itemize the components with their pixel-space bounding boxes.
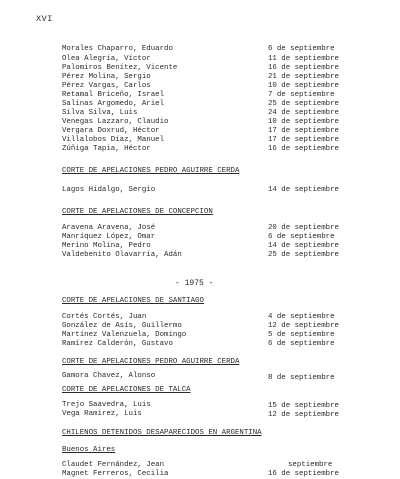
list-item-name: Olea Alegría, Víctor (62, 55, 151, 63)
list-item-name: Retamal Briceño, Israel (62, 91, 165, 99)
list-item-date: 7 de septiembre (268, 91, 335, 99)
list-item-name: Palomiros Benítez, Vicente (62, 64, 178, 72)
list-item-date: 10 de septiembre (268, 118, 339, 126)
list-item-date: 14 de septiembre (268, 242, 339, 250)
list-item-name: Villalobos Díaz, Manuel (62, 136, 165, 144)
section-heading: CORTE DE APELACIONES PEDRO AGUIRRE CERDA (62, 358, 240, 366)
list-item-date: 20 de septiembre (268, 224, 339, 232)
list-item-date: 24 de septiembre (268, 109, 339, 117)
list-item-name: Claudet Fernández, Jean (62, 461, 165, 469)
list-item-date: 12 de septiembre (268, 322, 339, 330)
list-item-name: Venegas Lazzaro, Claudio (62, 118, 169, 126)
list-item-name: González de Asís, Guillermo (62, 322, 182, 330)
list-item-name: Trejo Saavedra, Luis (62, 401, 151, 409)
list-item-date: 5 de septiembre (268, 331, 335, 339)
list-item-date: 6 de septiembre (268, 45, 335, 53)
list-item-date: 12 de septiembre (268, 411, 339, 419)
list-item-date: 10 de septiembre (268, 82, 339, 90)
list-item-date: 8 de septiembre (268, 374, 335, 382)
list-item-date: septiembre (288, 461, 333, 469)
list-item-date: 6 de septiembre (268, 233, 335, 241)
section-heading: CORTE DE APELACIONES PEDRO AGUIRRE CERDA (62, 167, 240, 175)
list-item-name: Pérez Vargas, Carlos (62, 82, 151, 90)
list-item-name: Vega Ramírez, Luis (62, 410, 142, 418)
list-item-date: 14 de septiembre (268, 186, 339, 194)
list-item-name: Merino Molina, Pedro (62, 242, 151, 250)
list-item-name: Zúñiga Tapia, Héctor (62, 145, 151, 153)
list-item-name: Lagos Hidalgo, Sergio (62, 186, 156, 194)
list-item-date: 25 de septiembre (268, 100, 339, 108)
list-item-date: 6 de septiembre (268, 340, 335, 348)
list-item-name: Morales Chaparro, Eduardo (62, 45, 173, 53)
list-item-date: 16 de septiembre (268, 470, 339, 478)
section-heading: CORTE DE APELACIONES DE CONCEPCION (62, 208, 213, 216)
page-number: XVI (36, 14, 53, 24)
list-item-date: 21 de septiembre (268, 73, 339, 81)
list-item-name: Aravena Aravena, José (62, 224, 156, 232)
list-item-name: Martínez Valenzuela, Domingo (62, 331, 187, 339)
list-item-date: 16 de septiembre (268, 145, 339, 153)
list-item-name: Salinas Argomedo, Ariel (62, 100, 165, 108)
list-item-name: Magnet Ferreros, Cecilia (62, 470, 169, 478)
list-item-name: Silva Silva, Luis (62, 109, 138, 117)
list-item-date: 15 de septiembre (268, 402, 339, 410)
list-item-name: Pérez Molina, Sergio (62, 73, 151, 81)
list-item-date: 17 de septiembre (268, 136, 339, 144)
section-heading: CHILENOS DETENIDOS DESAPARECIDOS EN ARGENTINA (62, 429, 262, 437)
section-heading: Buenos Aires (62, 446, 116, 454)
section-heading: CORTE DE APELACIONES DE TALCA (62, 386, 191, 394)
list-item-name: Manríquez López, Omar (62, 233, 156, 241)
list-item-name: Gamora Chavez, Alonso (62, 372, 156, 380)
list-item-name: Cortés Cortés, Juan (62, 313, 147, 321)
list-item-date: 25 de septiembre (268, 251, 339, 259)
year-heading: - 1975 - (175, 279, 214, 288)
list-item-date: 4 de septiembre (268, 313, 335, 321)
section-heading: CORTE DE APELACIONES DE SANTIAGO (62, 297, 204, 305)
list-item-name: Ramírez Calderón, Gustavo (62, 340, 173, 348)
list-item-date: 16 de septiembre (268, 64, 339, 72)
list-item-date: 17 de septiembre (268, 127, 339, 135)
list-item-date: 11 de septiembre (268, 55, 339, 63)
list-item-name: Vergara Doxrud, Héctor (62, 127, 160, 135)
list-item-name: Valdebenito Olavarría, Adán (62, 251, 182, 259)
